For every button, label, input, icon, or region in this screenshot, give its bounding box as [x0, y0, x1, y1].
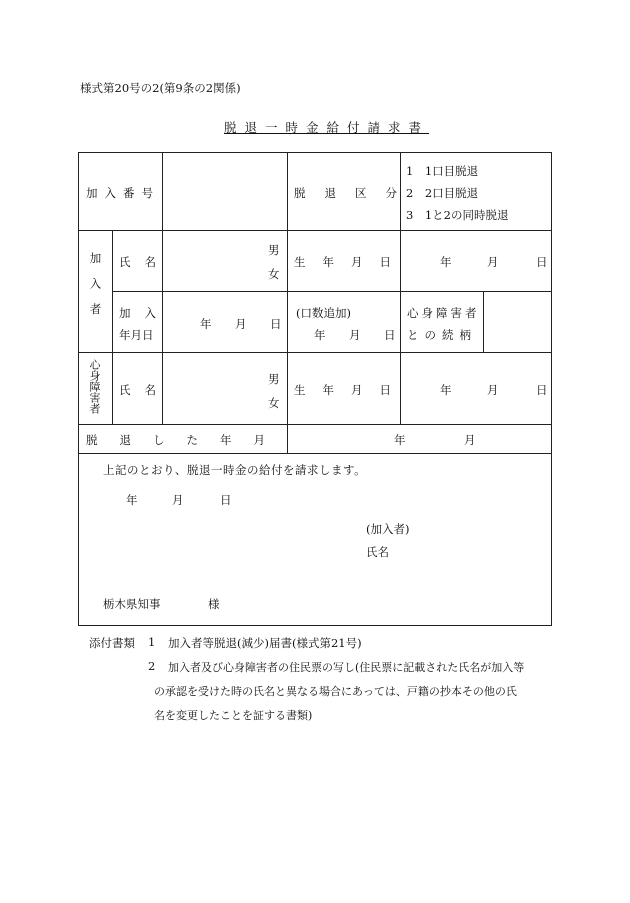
- member-female-option[interactable]: 女: [268, 267, 280, 281]
- withdrawal-type-label: 脱退区分: [294, 186, 416, 200]
- row-divider: [78, 424, 552, 425]
- join-date-label-1: 加入: [119, 306, 170, 320]
- row-divider: [78, 453, 552, 454]
- row-divider: [78, 230, 552, 231]
- request-month[interactable]: 月: [172, 493, 184, 507]
- attachment-2-line-3: 名を変更したことを証する書類): [154, 709, 313, 722]
- member-number-label: 加入番号: [86, 186, 160, 200]
- request-statement: 上記のとおり、脱退一時金の給付を請求します。: [103, 463, 367, 477]
- add-units-day[interactable]: 日: [384, 328, 396, 342]
- form-number: 様式第20号の2(第9条の2関係): [80, 81, 241, 95]
- col-divider: [287, 152, 288, 453]
- row-divider: [78, 352, 552, 353]
- disabled-name-label: 氏名: [119, 383, 170, 397]
- withdrawal-option-3[interactable]: 3 1と2の同時脱退: [406, 208, 509, 222]
- withdrawal-month[interactable]: 月: [464, 433, 476, 447]
- col-divider: [112, 230, 113, 424]
- attachment-2-line-2: の承認を受けた時の氏名と異なる場合にあっては、戸籍の抄本その他の氏: [154, 685, 517, 698]
- join-day[interactable]: 日: [270, 317, 282, 331]
- attachment-1-number: 1: [148, 635, 156, 649]
- withdrawal-year[interactable]: 年: [394, 433, 406, 447]
- member-birth-month[interactable]: 月: [487, 255, 499, 269]
- member-birth-label: 生年月日: [294, 255, 408, 269]
- relation-label-2: との続柄: [407, 328, 477, 342]
- member-birth-day[interactable]: 日: [536, 255, 548, 269]
- join-year[interactable]: 年: [200, 317, 212, 331]
- withdrawal-month-label: 脱退した年月: [86, 433, 287, 447]
- applicant-label: (加入者): [366, 522, 410, 536]
- attachment-2-line-1: 加入者及び心身障害者の住民票の写し(住民票に記載された氏名が加入等: [168, 661, 525, 674]
- member-section-label: 加入者: [88, 252, 103, 329]
- disabled-male-option[interactable]: 男: [268, 372, 280, 386]
- withdrawal-option-1[interactable]: 1 1口目脱退: [406, 164, 479, 178]
- col-divider: [483, 291, 484, 352]
- disabled-name-field[interactable]: [168, 360, 278, 418]
- applicant-name-label: 氏名: [366, 545, 389, 559]
- attachment-2-number: 2: [148, 659, 156, 673]
- attachments-label: 添付書類: [89, 636, 135, 650]
- disabled-birth-year[interactable]: 年: [440, 383, 452, 397]
- addressee-honorific: 様: [208, 597, 220, 611]
- member-name-field[interactable]: [168, 238, 278, 288]
- disabled-birth-month[interactable]: 月: [487, 383, 499, 397]
- join-month[interactable]: 月: [235, 317, 247, 331]
- disabled-female-option[interactable]: 女: [268, 396, 280, 410]
- member-name-label: 氏名: [119, 255, 170, 269]
- add-units-month[interactable]: 月: [349, 328, 361, 342]
- request-year[interactable]: 年: [126, 493, 138, 507]
- withdrawal-option-2[interactable]: 2 2口目脱退: [406, 186, 479, 200]
- join-date-label-2: 年月日: [119, 328, 154, 342]
- add-units-label: (口数追加): [296, 306, 351, 320]
- applicant-name-field[interactable]: [398, 540, 538, 560]
- member-male-option[interactable]: 男: [268, 243, 280, 257]
- form-title: 脱退一時金給付請求書: [224, 120, 430, 135]
- disabled-birth-day[interactable]: 日: [536, 383, 548, 397]
- member-birth-year[interactable]: 年: [440, 255, 452, 269]
- request-day[interactable]: 日: [220, 493, 232, 507]
- addressee: 栃木県知事: [103, 597, 161, 611]
- disabled-section-label: 心身障害者: [88, 359, 101, 414]
- relation-label-1: 心身障害者: [407, 306, 480, 320]
- attachment-1-text: 加入者等脱退(減少)届書(様式第21号): [168, 636, 362, 650]
- row-divider: [112, 291, 552, 292]
- disabled-birth-label: 生年月日: [294, 383, 408, 397]
- add-units-year[interactable]: 年: [314, 328, 326, 342]
